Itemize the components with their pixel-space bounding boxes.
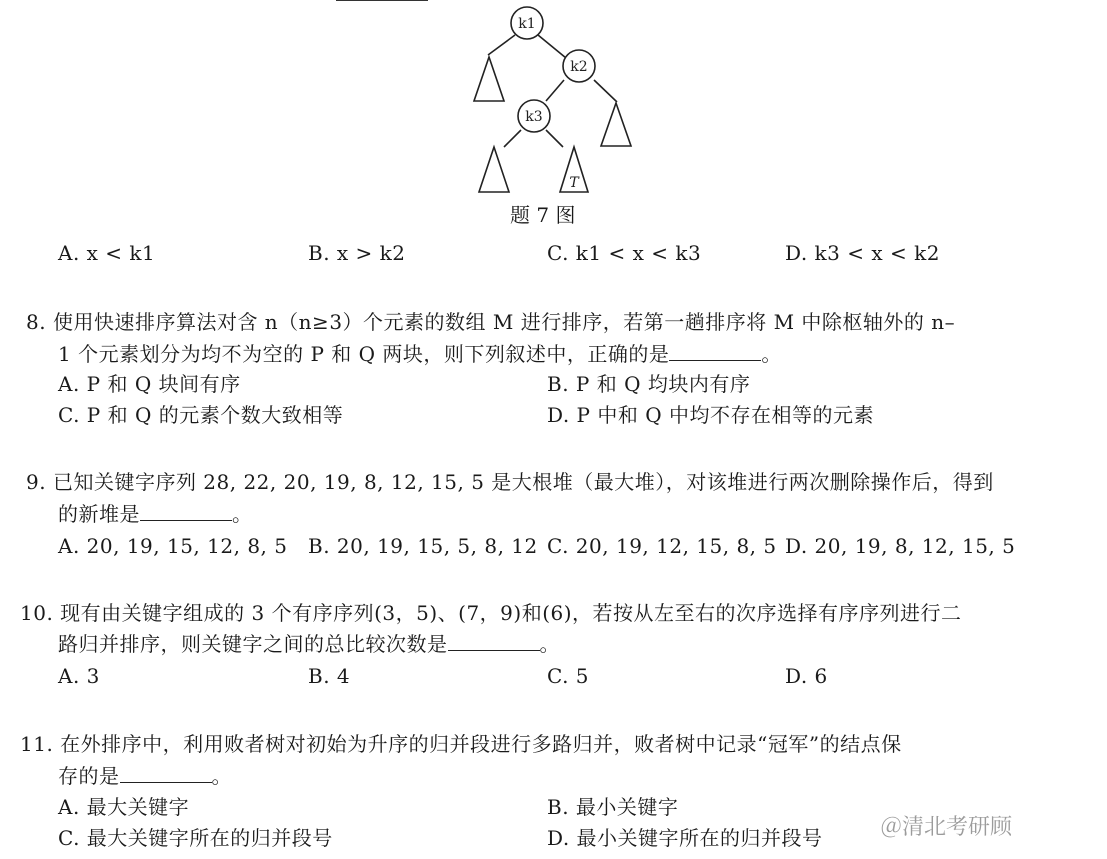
q8-option-a[interactable]: A. P 和 Q 块间有序 [58, 372, 241, 396]
subtree-right-of-k2 [601, 103, 631, 146]
q11-option-d[interactable]: D. 最小关键字所在的归并段号 [547, 826, 823, 850]
q10-stem-line1: 10. 现有由关键字组成的 3 个有序序列(3，5)、(7，9)和(6)，若按从左至右的次序选择有序序列进行二 [20, 601, 962, 625]
q7-option-c[interactable]: C. k1 < x < k3 [547, 241, 702, 265]
q10-option-b[interactable]: B. 4 [308, 664, 351, 688]
previous-question-blank [336, 0, 428, 1]
q9-stem-line2: 的新堆是 。 [58, 502, 253, 526]
q8-option-b[interactable]: B. P 和 Q 均块内有序 [547, 372, 751, 396]
edge-k2-k3 [546, 80, 564, 101]
edge-k3-left [504, 130, 521, 147]
binary-tree-figure [460, 0, 660, 205]
q7-option-b[interactable]: B. x > k2 [308, 241, 406, 265]
q7-option-a[interactable]: A. x < k1 [58, 241, 156, 265]
q9-option-d[interactable]: D. 20, 19, 8, 12, 15, 5 [785, 534, 1016, 558]
edge-k2-right [594, 80, 617, 102]
edge-k1-left [488, 35, 515, 55]
q8-option-c[interactable]: C. P 和 Q 的元素个数大致相等 [58, 403, 344, 427]
node-k2-label: k2 [570, 59, 588, 75]
figure-caption: 题 7 图 [510, 203, 576, 227]
q10-option-c[interactable]: C. 5 [547, 664, 590, 688]
subtree-left-of-k1 [474, 57, 504, 101]
node-k1-label: k1 [518, 16, 536, 32]
q11-stem-line2: 存的是 。 [58, 764, 232, 788]
q10-stem-line2: 路归并排序，则关键字之间的总比较次数是 。 [58, 632, 560, 656]
q11-option-b[interactable]: B. 最小关键字 [547, 795, 679, 819]
q10-option-d[interactable]: D. 6 [785, 664, 828, 688]
edge-k3-right [546, 130, 563, 147]
subtree-left-of-k3 [479, 147, 509, 192]
q11-option-c[interactable]: C. 最大关键字所在的归并段号 [58, 826, 333, 850]
q9-stem-line1: 9. 已知关键字序列 28, 22, 20, 19, 8, 12, 15, 5 是大根堆（最大堆），对该堆进行两次删除操作后，得到 [26, 470, 994, 494]
edge-k1-k2 [538, 35, 566, 58]
q10-answer-blank[interactable] [448, 650, 540, 651]
q9-option-c[interactable]: C. 20, 19, 12, 15, 8, 5 [547, 534, 777, 558]
watermark: ＠清北考研顾 [880, 815, 1013, 840]
q10-option-a[interactable]: A. 3 [58, 664, 100, 688]
subtree-T-label: T [569, 175, 579, 191]
q11-option-a[interactable]: A. 最大关键字 [58, 795, 190, 819]
q8-stem-line1: 8. 使用快速排序算法对含 n（n≥3）个元素的数组 M 进行排序，若第一趟排序将 M 中除枢轴外的 n– [26, 310, 956, 334]
q9-option-a[interactable]: A. 20, 19, 15, 12, 8, 5 [58, 534, 288, 558]
q8-stem-line2: 1 个元素划分为均不为空的 P 和 Q 两块，则下列叙述中，正确的是 。 [58, 342, 782, 366]
q8-option-d[interactable]: D. P 中和 Q 中均不存在相等的元素 [547, 403, 874, 427]
q9-option-b[interactable]: B. 20, 19, 15, 5, 8, 12 [308, 534, 538, 558]
q7-option-d[interactable]: D. k3 < x < k2 [785, 241, 940, 265]
node-k3-label: k3 [525, 109, 543, 125]
q8-answer-blank[interactable] [669, 360, 761, 361]
q11-stem-line1: 11. 在外排序中，利用败者树对初始为升序的归并段进行多路归并，败者树中记录“冠军”的结点保 [20, 732, 902, 756]
q11-answer-blank[interactable] [120, 782, 212, 783]
q9-answer-blank[interactable] [140, 520, 232, 521]
